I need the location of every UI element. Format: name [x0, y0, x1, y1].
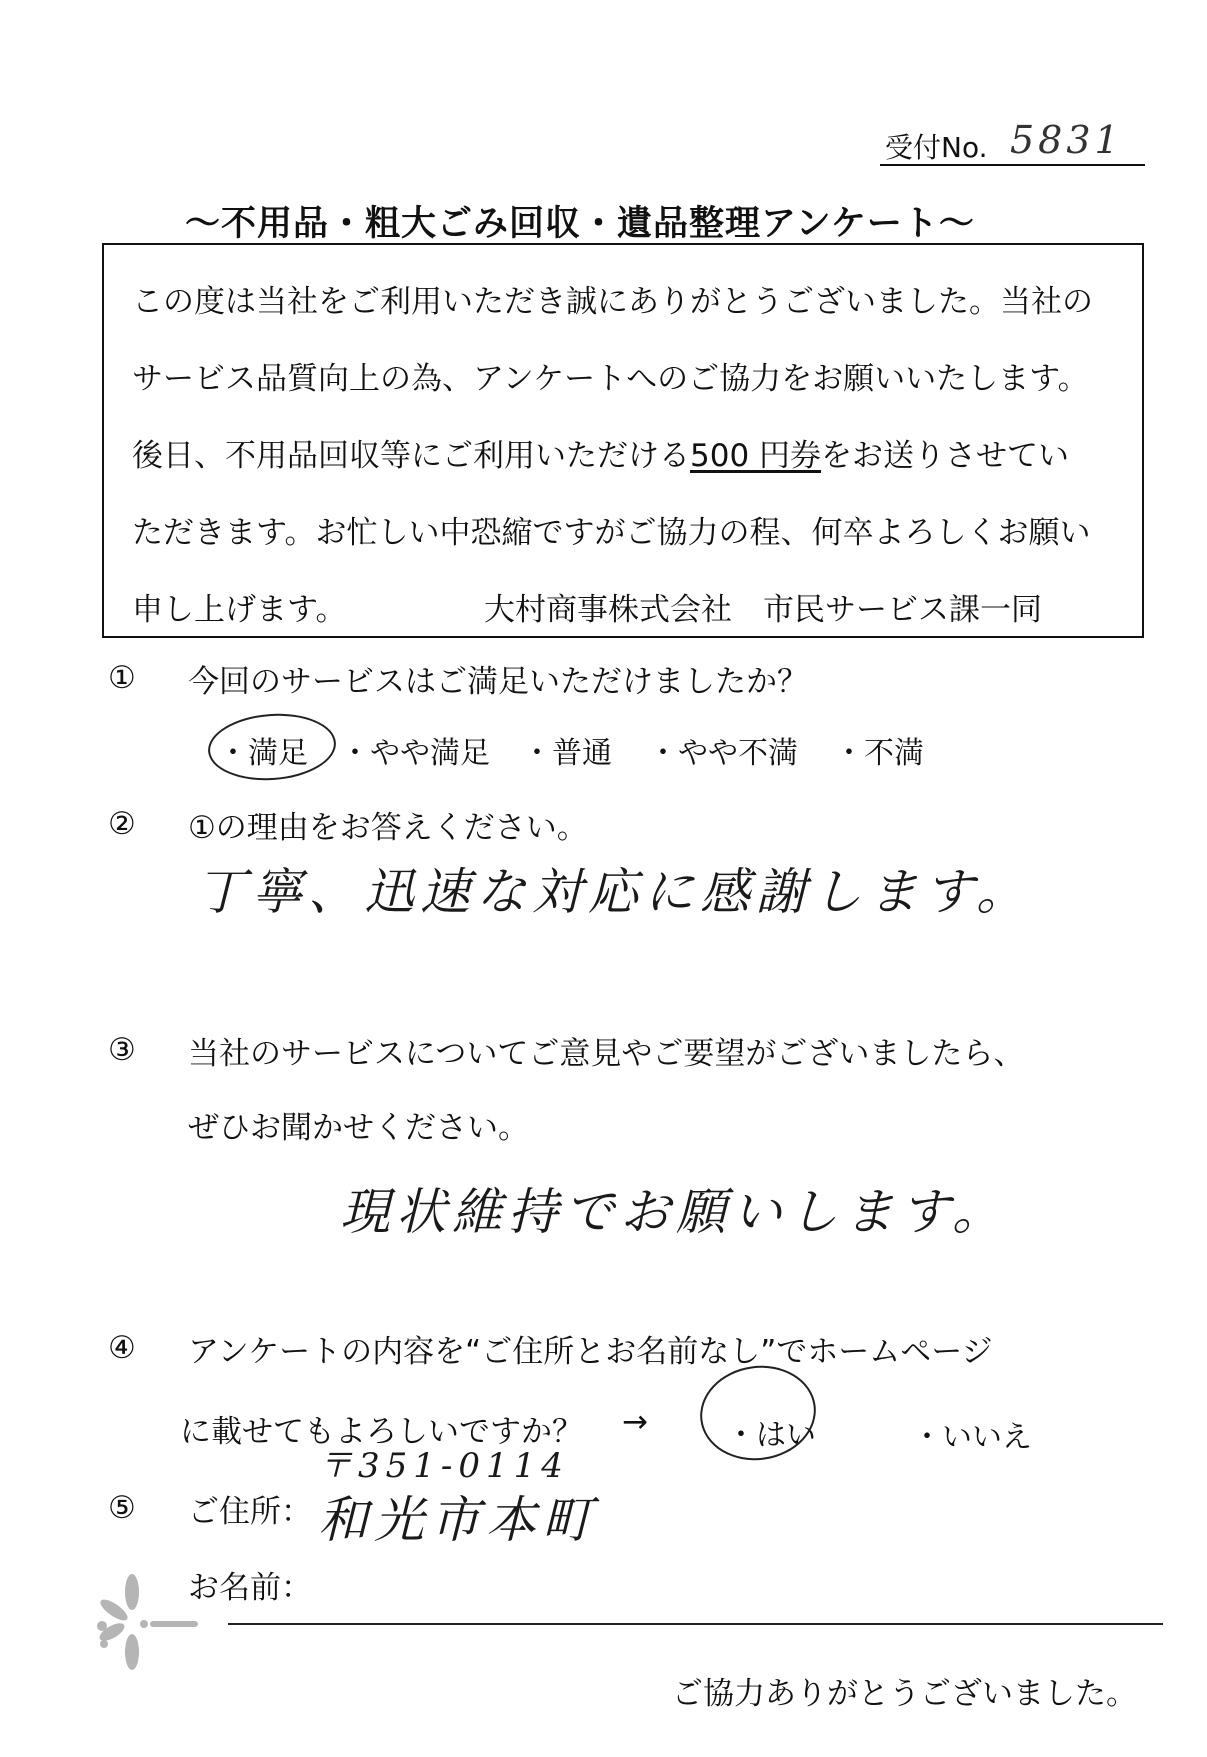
intro-line-4: ただきます。お忙しい中恐縮ですがご協力の程、何卒よろしくお願い	[132, 515, 1091, 551]
q2-handwritten-answer: 丁寧、迅速な対応に感謝します。	[196, 863, 1032, 921]
address-label: ご住所：	[188, 1494, 312, 1530]
q4-option-yes[interactable]: ・はい	[726, 1418, 816, 1453]
postal-code-handwritten: 〒351-0114	[318, 1446, 569, 1486]
q3-handwritten-answer: 現状維持でお願いします。	[340, 1183, 1008, 1241]
intro-line-3-after: をお送りさせてい	[821, 438, 1070, 474]
q4-option-no[interactable]: ・いいえ	[912, 1420, 1032, 1455]
q1-text: 今回のサービスはご満足いただけましたか？	[188, 664, 808, 700]
q1-option-somewhat-dissatisfied[interactable]: ・やや不満	[648, 736, 798, 771]
thank-you-footer: ご協力ありがとうございました。	[672, 1676, 1137, 1712]
receipt-label: 受付No.	[885, 131, 988, 164]
intro-signature: 大村商事株式会社 市民サービス課一同	[484, 592, 1042, 628]
q2-text: ①の理由をお答えください。	[188, 810, 588, 846]
q4-text-line-1: アンケートの内容を“ご住所とお名前なし”でホームページ	[188, 1334, 993, 1370]
company-logo-icon	[92, 1570, 202, 1680]
survey-title: ～不用品・粗大ごみ回収・遺品整理アンケート～	[185, 204, 975, 244]
q1-option-satisfied[interactable]: ・満足	[218, 736, 308, 771]
intro-line-1: この度は当社をご利用いただき誠にありがとうございました。当社の	[132, 284, 1093, 320]
intro-line-2: サービス品質向上の為、アンケートへのご協力をお願いいたします。	[132, 361, 1089, 397]
q1-selection-circle	[206, 710, 338, 785]
q2-number: ②	[108, 806, 136, 842]
receipt-underline	[880, 164, 1145, 166]
q1-number: ①	[108, 660, 136, 696]
q3-text-line-1: 当社のサービスについてご意見やご要望がございましたら、	[188, 1036, 1025, 1072]
q5-number: ⑤	[108, 1490, 136, 1526]
address-handwritten: 和光市本町	[318, 1491, 598, 1549]
receipt-number-handwritten: 5831	[1010, 118, 1123, 162]
q3-number: ③	[108, 1032, 136, 1068]
q4-number: ④	[108, 1330, 136, 1366]
q3-text-line-2: ぜひお聞かせください。	[188, 1110, 529, 1146]
voucher-amount: 500 円券	[690, 438, 822, 474]
intro-line-3-before: 後日、不用品回収等にご利用いただける	[132, 438, 690, 474]
intro-line-3	[132, 430, 1069, 475]
q1-option-somewhat-satisfied[interactable]: ・やや満足	[340, 736, 490, 771]
name-label: お名前：	[188, 1570, 312, 1606]
arrow-icon: →	[622, 1404, 648, 1440]
intro-line-5: 申し上げます。	[132, 592, 347, 628]
name-field-line	[228, 1623, 1163, 1625]
q4-text-line-2: に載せてもよろしいですか？	[180, 1414, 583, 1450]
q1-option-dissatisfied[interactable]: ・不満	[834, 736, 924, 771]
q1-option-neutral[interactable]: ・普通	[522, 736, 612, 771]
